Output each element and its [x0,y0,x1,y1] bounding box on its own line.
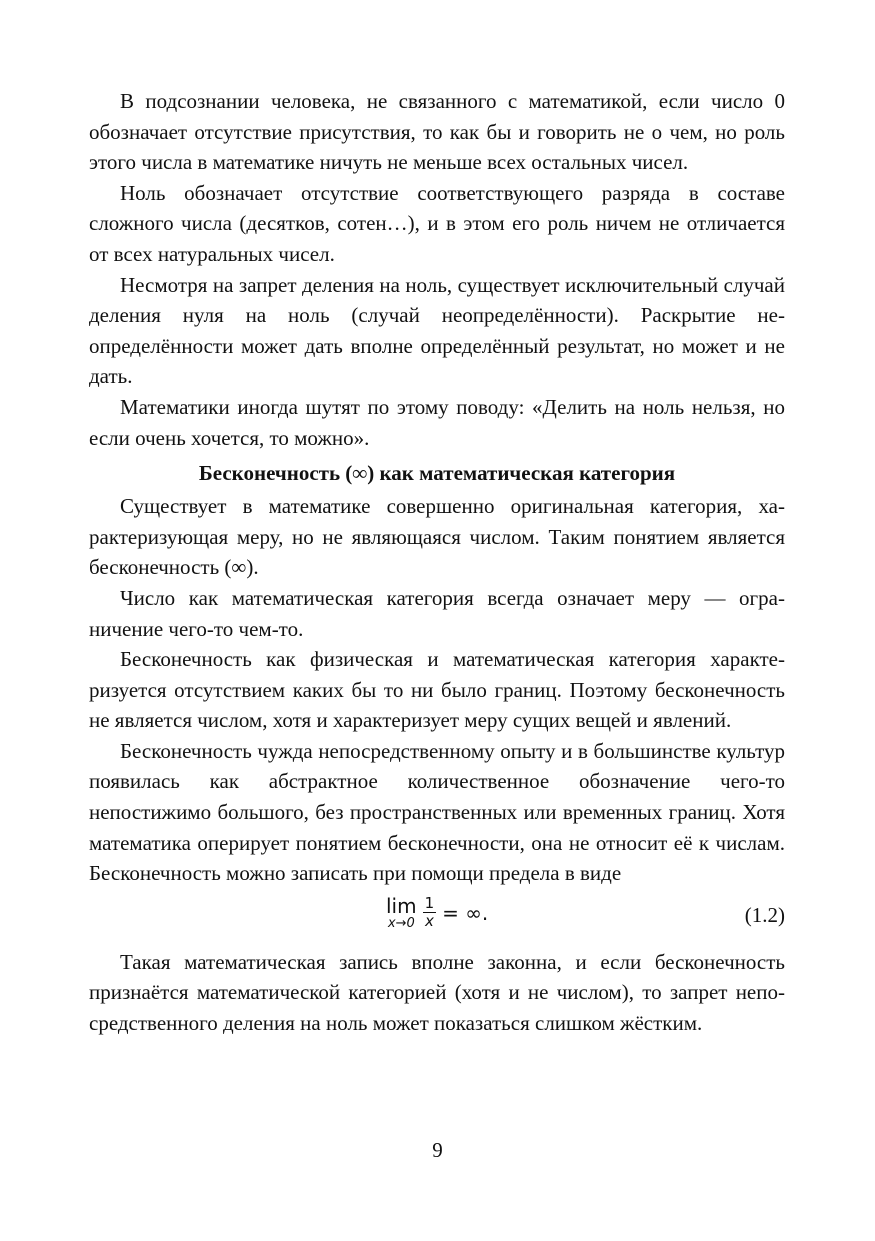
paragraph-zero-subconscious: В подсознании человека, не связанного с математикой, если число 0 обозначает отсутствие присутствия, то как бы и говорить не о чем, но роль этого числа в математике ничуть не меньше всех остальных чисел. [89,89,785,175]
fraction-denominator: x [424,912,434,931]
fraction-numerator: 1 [424,894,435,913]
equation-number: (1.2) [744,902,785,927]
formula-result: = ∞. [442,900,489,925]
paragraph-math-joke: Математики иногда шутят по этому поводу: «Делить на ноль нельзя, но если очень хочется, то можно». [89,394,785,450]
paragraph-infinity-bounds: Бесконечность как физическая и математическая категория характеризуется отсутствием каких бы то ни было границ. Поэтому бесконечность не является числом, хотя и характеризует меру сущих вещей и явлений. [89,647,785,733]
paragraph-number-measure: Число как математическая категория всегда означает меру — ограничение чего-то чем-то. [89,585,785,641]
fraction [423,895,437,930]
page-number: 9 [432,1138,443,1162]
limit-subscript: x→0 [387,915,415,931]
limit-operator [386,895,417,931]
page-body [89,86,785,1039]
paragraph-division-ban: Такая математическая запись вполне законна, и если бесконечность признаётся математической категорией (хотя и не числом), то запрет непосредственного деления на ноль может показаться слишком жёстким. [89,949,785,1036]
formula-limit [89,891,785,947]
paragraph-infinity-category: Существует в математике совершенно оригинальная категория, характеризующая меру, но не являющаяся числом. Таким понятием является бесконечность (∞). [89,494,785,580]
limit-word: lim [386,893,417,918]
paragraph-zero-division: Несмотря на запрет деления на ноль, существует исключительный случай деления нуля на ноль (случай неопределённости). Раскрытие неопределённости может дать вполне определённый результат, но может и не дать. [89,272,785,389]
paragraph-zero-digit: Ноль обозначает отсутствие соответствующего разряда в составе сложного числа (десятков, сотен…), и в этом его роль ничем не отличается от всех натуральных чисел. [89,180,785,266]
formula-expression [386,895,488,931]
paragraph-infinity-experience: Бесконечность чужда непосредственному опыту и в большинстве культур появилась как абстрактное количественное обозначение чего-то непостижимо большого, без пространственных или временных границ. Хотя математика оперирует понятием бесконечности, она не относит её к числам. Бесконечность можно записать при помощи предела в виде [89,738,785,886]
section-heading: Бесконечность (∞) как математическая категория [198,461,676,486]
